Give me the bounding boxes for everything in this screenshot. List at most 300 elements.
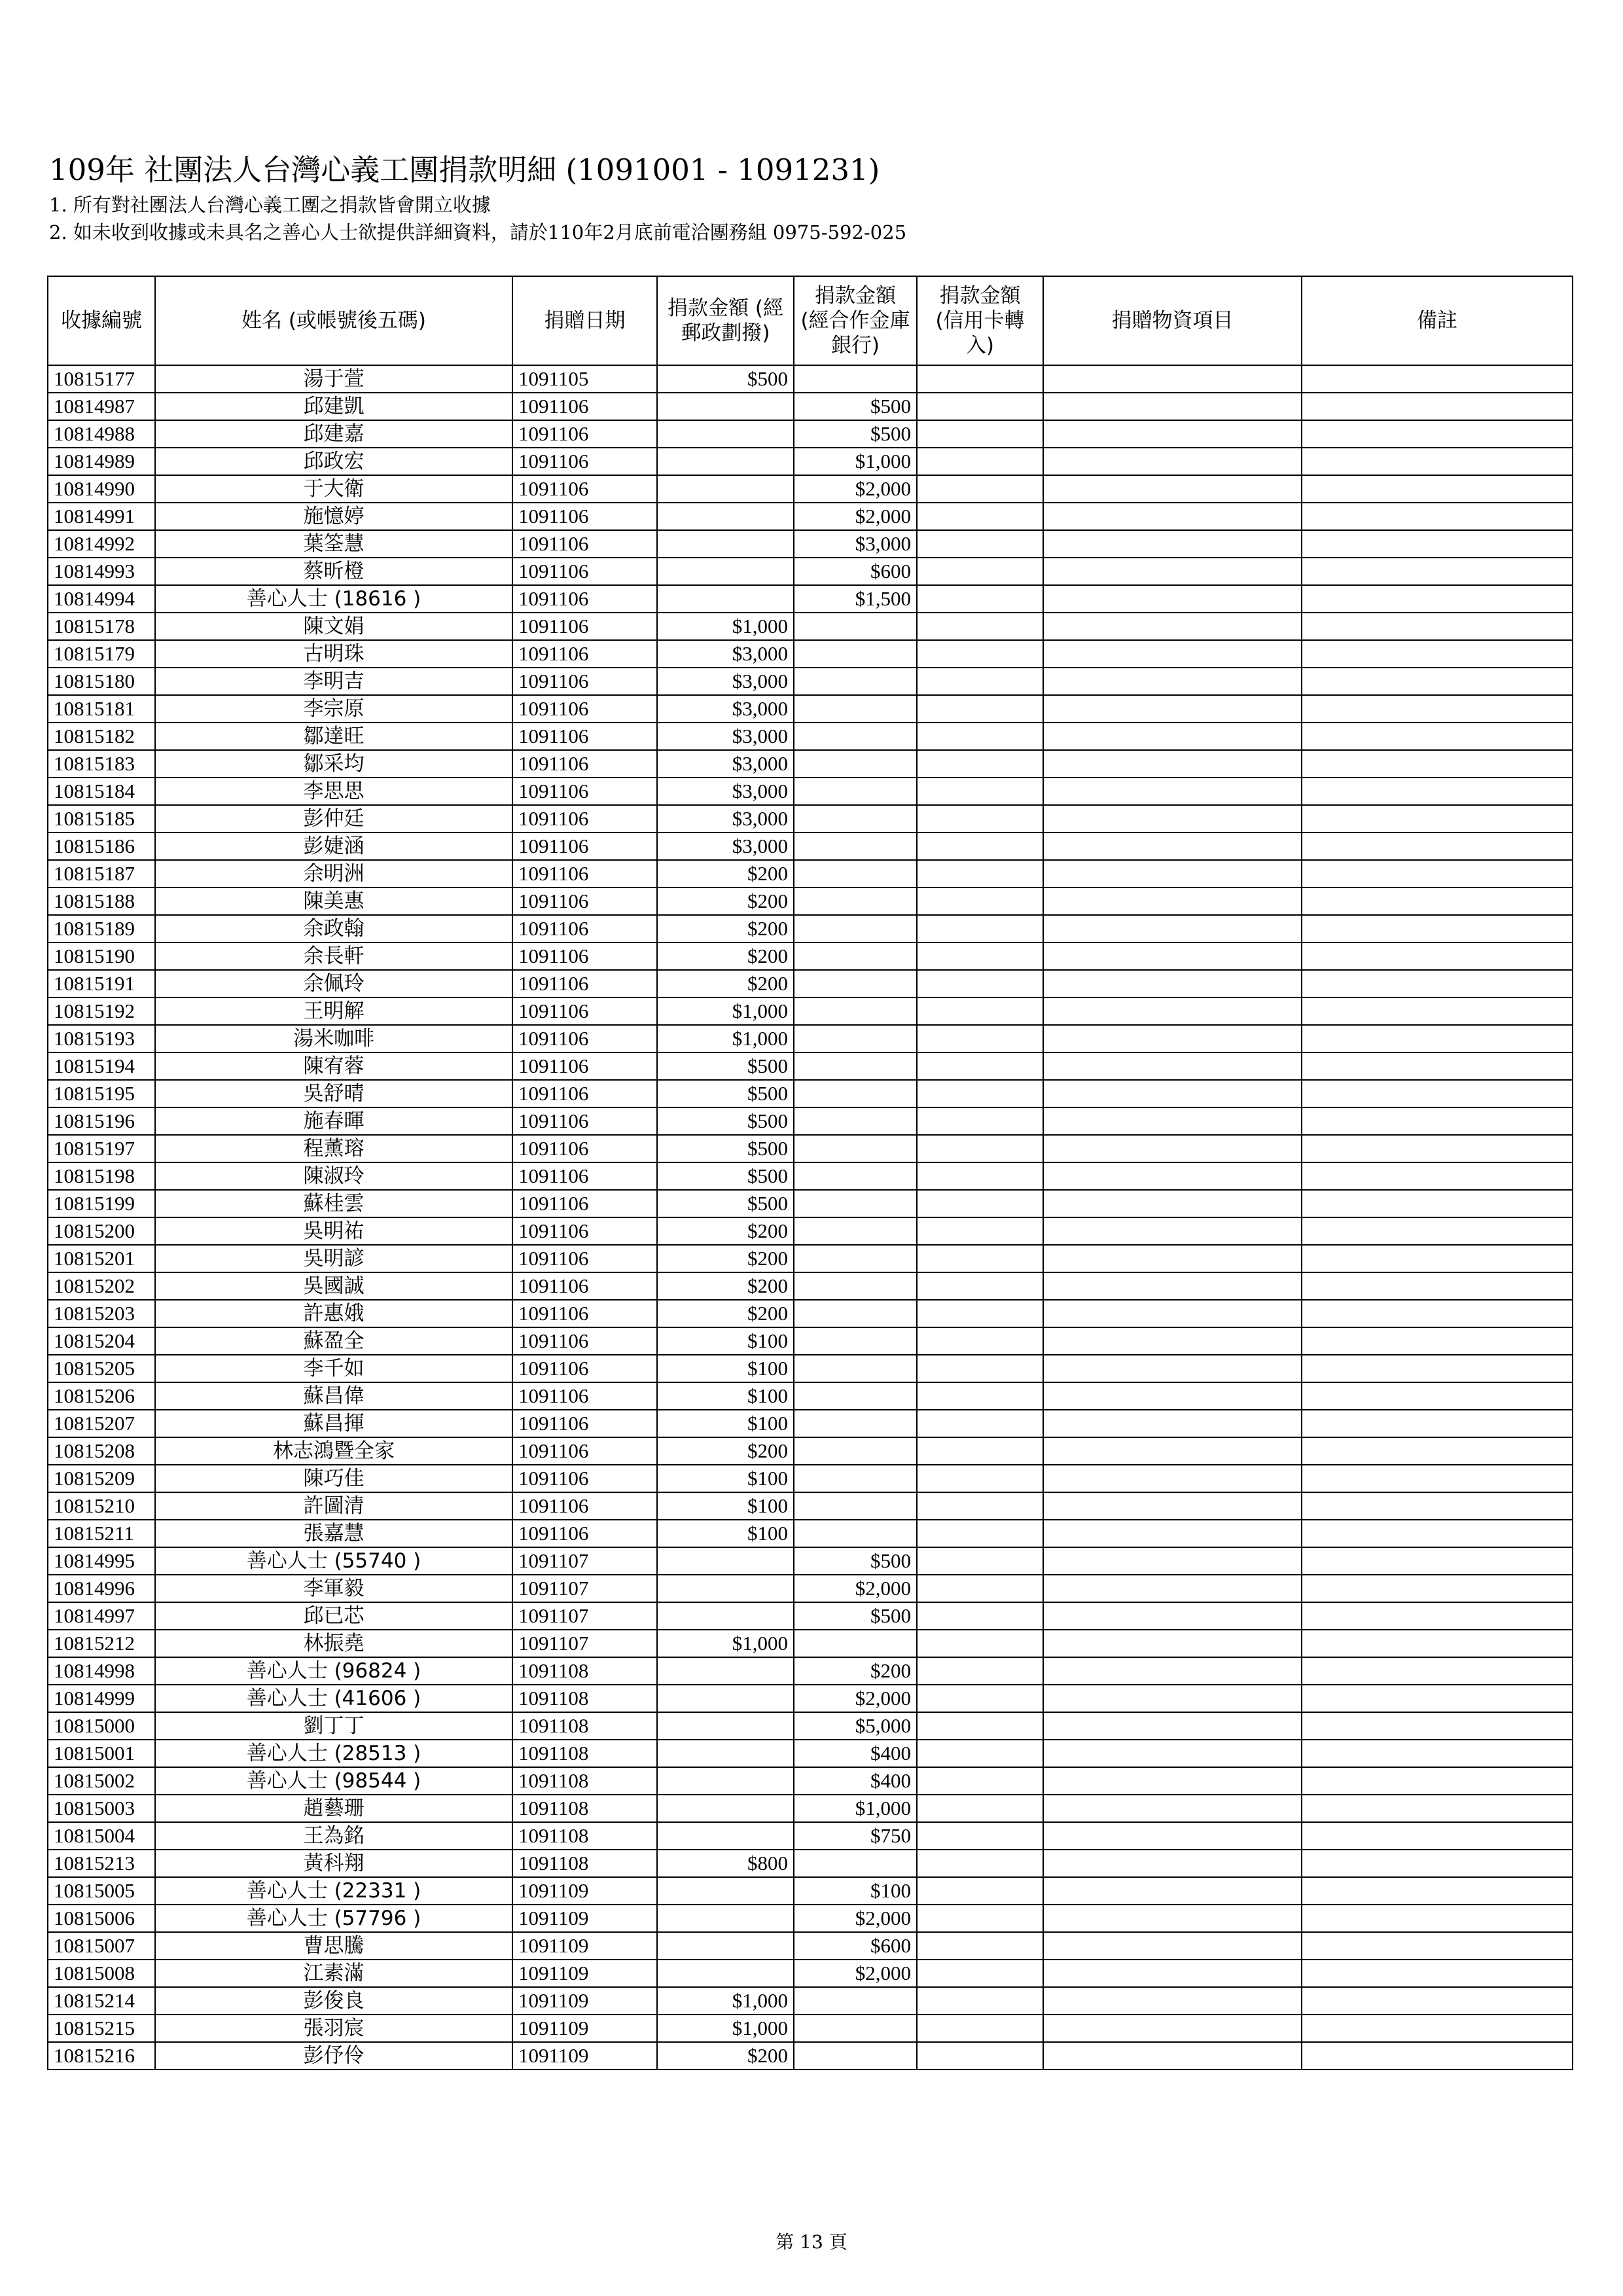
table-row [48,1272,1573,1300]
receipt-no-cell: 10815185 [48,805,155,833]
amount-card-cell [917,888,1043,915]
donation-date-cell: 1091106 [512,750,657,778]
receipt-no-cell: 10815002 [48,1767,155,1795]
amount-postal-cell [657,1547,794,1575]
amount-postal-cell: $500 [657,1135,794,1162]
amount-postal-cell [657,1905,794,1932]
amount-card-cell [917,1355,1043,1382]
amount-bank-cell [794,365,917,393]
goods-cell [1043,723,1302,750]
goods-cell [1043,1795,1302,1822]
receipt-no-cell: 10815003 [48,1795,155,1822]
amount-card-cell [917,1822,1043,1850]
amount-postal-cell: $200 [657,970,794,997]
donation-date-cell: 1091106 [512,558,657,585]
amount-bank-cell [794,2015,917,2042]
table-row [48,750,1573,778]
donor-name-cell: 鄒采均 [155,750,512,778]
amount-bank-cell: $2,000 [794,1575,917,1602]
receipt-no-cell: 10815178 [48,613,155,640]
remarks-cell [1302,1437,1573,1465]
donor-name-cell: 李軍毅 [155,1575,512,1602]
amount-bank-cell [794,1135,917,1162]
receipt-no-cell: 10814994 [48,585,155,613]
receipt-no-cell: 10815198 [48,1162,155,1190]
receipt-no-cell: 10815008 [48,1960,155,1987]
donation-date-cell: 1091108 [512,1712,657,1740]
goods-cell [1043,1135,1302,1162]
donation-date-cell: 1091106 [512,503,657,530]
donor-name-cell: 邱建嘉 [155,420,512,448]
table-row [48,1767,1573,1795]
remarks-cell [1302,1822,1573,1850]
table-row [48,2015,1573,2042]
amount-bank-cell: $2,000 [794,475,917,503]
donation-date-cell: 1091106 [512,1382,657,1410]
donor-name-cell: 施春暉 [155,1107,512,1135]
donor-name-cell: 施憶婷 [155,503,512,530]
amount-postal-cell: $3,000 [657,640,794,668]
table-row [48,1080,1573,1107]
page-title: 109年 社團法人台灣心義工團捐款明細 (1091001 - 1091231) [49,152,880,187]
remarks-cell [1302,915,1573,942]
amount-bank-cell [794,997,917,1025]
table-row [48,1685,1573,1712]
remarks-cell [1302,365,1573,393]
goods-cell [1043,1217,1302,1245]
donation-date-cell: 1091106 [512,778,657,805]
col-header-remarks: 備註 [1302,276,1573,365]
amount-postal-cell: $100 [657,1520,794,1547]
amount-bank-cell: $600 [794,1932,917,1960]
goods-cell [1043,1300,1302,1327]
amount-bank-cell [794,750,917,778]
table-row [48,970,1573,997]
table-row [48,1437,1573,1465]
donation-table [47,276,1573,2070]
goods-cell [1043,1767,1302,1795]
goods-cell [1043,1822,1302,1850]
receipt-note: 1. 所有對社團法人台灣心義工團之捐款皆會開立收據 [49,194,491,216]
table-row [48,778,1573,805]
goods-cell [1043,1547,1302,1575]
amount-postal-cell: $3,000 [657,778,794,805]
donation-date-cell: 1091107 [512,1602,657,1630]
amount-card-cell [917,1492,1043,1520]
amount-bank-cell: $500 [794,1602,917,1630]
remarks-cell [1302,723,1573,750]
donation-date-cell: 1091108 [512,1685,657,1712]
receipt-no-cell: 10815184 [48,778,155,805]
donation-date-cell: 1091106 [512,1245,657,1272]
amount-card-cell [917,613,1043,640]
table-row [48,1575,1573,1602]
amount-card-cell [917,1245,1043,1272]
remarks-cell [1302,1355,1573,1382]
col-header-amount-bank: 捐款金額 (經合作金庫銀行) [794,276,917,365]
receipt-no-cell: 10815207 [48,1410,155,1437]
receipt-no-cell: 10815181 [48,695,155,723]
receipt-no-cell: 10814989 [48,448,155,475]
amount-bank-cell [794,1630,917,1657]
donor-name-cell: 陳宥蓉 [155,1052,512,1080]
table-row [48,1492,1573,1520]
amount-postal-cell: $200 [657,942,794,970]
donor-name-cell: 邱建凱 [155,393,512,420]
table-row [48,613,1573,640]
amount-postal-cell [657,1740,794,1767]
table-row [48,1960,1573,1987]
amount-card-cell [917,503,1043,530]
amount-bank-cell [794,1107,917,1135]
amount-postal-cell: $1,000 [657,613,794,640]
remarks-cell [1302,1190,1573,1217]
amount-card-cell [917,805,1043,833]
remarks-cell [1302,1410,1573,1437]
donor-name-cell: 程薰瑢 [155,1135,512,1162]
goods-cell [1043,1080,1302,1107]
receipt-no-cell: 10815187 [48,860,155,888]
col-header-receipt-no: 收據編號 [48,276,155,365]
donor-name-cell: 李明吉 [155,668,512,695]
amount-bank-cell [794,1217,917,1245]
amount-bank-cell [794,970,917,997]
receipt-no-cell: 10814990 [48,475,155,503]
remarks-cell [1302,942,1573,970]
receipt-no-cell: 10815004 [48,1822,155,1850]
amount-card-cell [917,1327,1043,1355]
amount-card-cell [917,1575,1043,1602]
amount-card-cell [917,1685,1043,1712]
amount-postal-cell: $100 [657,1465,794,1492]
remarks-cell [1302,805,1573,833]
donation-date-cell: 1091108 [512,1850,657,1877]
donor-name-cell: 江素滿 [155,1960,512,1987]
table-row [48,585,1573,613]
remarks-cell [1302,1877,1573,1905]
donor-name-cell: 許惠娥 [155,1300,512,1327]
remarks-cell [1302,1850,1573,1877]
amount-bank-cell [794,1025,917,1052]
donation-date-cell: 1091109 [512,1987,657,2015]
donor-name-cell: 曹思騰 [155,1932,512,1960]
donor-name-cell: 彭伃伶 [155,2042,512,2070]
table-row [48,1382,1573,1410]
remarks-cell [1302,668,1573,695]
amount-postal-cell: $100 [657,1382,794,1410]
remarks-cell [1302,888,1573,915]
remarks-cell [1302,860,1573,888]
receipt-no-cell: 10815214 [48,1987,155,2015]
donation-date-cell: 1091109 [512,1877,657,1905]
goods-cell [1043,750,1302,778]
amount-card-cell [917,1190,1043,1217]
table-body [48,365,1573,2070]
table-row [48,475,1573,503]
amount-postal-cell [657,393,794,420]
table-row [48,1025,1573,1052]
donor-name-cell: 湯米咖啡 [155,1025,512,1052]
amount-card-cell [917,1905,1043,1932]
donation-date-cell: 1091106 [512,1190,657,1217]
donation-date-cell: 1091109 [512,2015,657,2042]
amount-bank-cell [794,723,917,750]
table-row [48,2042,1573,2070]
table-row [48,1245,1573,1272]
donation-date-cell: 1091106 [512,585,657,613]
amount-postal-cell [657,1602,794,1630]
remarks-cell [1302,778,1573,805]
goods-cell [1043,1327,1302,1355]
table-row [48,1712,1573,1740]
remarks-cell [1302,1685,1573,1712]
amount-postal-cell [657,1685,794,1712]
amount-card-cell [917,1080,1043,1107]
amount-postal-cell: $100 [657,1355,794,1382]
receipt-no-cell: 10815007 [48,1932,155,1960]
receipt-no-cell: 10815199 [48,1190,155,1217]
donor-name-cell: 吳舒晴 [155,1080,512,1107]
remarks-cell [1302,1547,1573,1575]
amount-postal-cell [657,1712,794,1740]
remarks-cell [1302,833,1573,860]
amount-postal-cell: $500 [657,365,794,393]
goods-cell [1043,503,1302,530]
amount-card-cell [917,420,1043,448]
amount-bank-cell: $2,000 [794,1685,917,1712]
amount-postal-cell [657,1575,794,1602]
donor-name-cell: 善心人士 (55740 ) [155,1547,512,1575]
donor-name-cell: 黃科翔 [155,1850,512,1877]
donation-date-cell: 1091106 [512,1107,657,1135]
donor-name-cell: 陳巧佳 [155,1465,512,1492]
amount-card-cell [917,448,1043,475]
donor-name-cell: 蘇昌揮 [155,1410,512,1437]
amount-bank-cell [794,1080,917,1107]
amount-card-cell [917,365,1043,393]
goods-cell [1043,475,1302,503]
amount-postal-cell: $200 [657,1245,794,1272]
amount-postal-cell [657,1822,794,1850]
table-row [48,530,1573,558]
goods-cell [1043,805,1302,833]
amount-card-cell [917,1437,1043,1465]
donor-name-cell: 余政翰 [155,915,512,942]
amount-bank-cell [794,1520,917,1547]
table-row [48,888,1573,915]
goods-cell [1043,997,1302,1025]
receipt-no-cell: 10815202 [48,1272,155,1300]
amount-card-cell [917,750,1043,778]
amount-bank-cell: $1,500 [794,585,917,613]
amount-bank-cell [794,833,917,860]
donation-date-cell: 1091108 [512,1822,657,1850]
amount-postal-cell: $500 [657,1107,794,1135]
donation-date-cell: 1091106 [512,833,657,860]
remarks-cell [1302,640,1573,668]
amount-card-cell [917,915,1043,942]
goods-cell [1043,1657,1302,1685]
amount-card-cell [917,1932,1043,1960]
amount-postal-cell [657,503,794,530]
goods-cell [1043,393,1302,420]
amount-card-cell [917,1547,1043,1575]
donor-name-cell: 李宗原 [155,695,512,723]
amount-card-cell [917,1767,1043,1795]
table-row [48,695,1573,723]
donor-name-cell: 余佩玲 [155,970,512,997]
donation-date-cell: 1091106 [512,942,657,970]
donation-date-cell: 1091105 [512,365,657,393]
amount-postal-cell: $200 [657,915,794,942]
amount-postal-cell: $100 [657,1327,794,1355]
receipt-no-cell: 10815193 [48,1025,155,1052]
amount-card-cell [917,1382,1043,1410]
donor-name-cell: 陳淑玲 [155,1162,512,1190]
donor-name-cell: 劉丁丁 [155,1712,512,1740]
amount-bank-cell [794,1052,917,1080]
table-row [48,420,1573,448]
remarks-cell [1302,1767,1573,1795]
amount-postal-cell: $1,000 [657,997,794,1025]
goods-cell [1043,778,1302,805]
amount-card-cell [917,2042,1043,2070]
amount-postal-cell: $1,000 [657,1630,794,1657]
amount-bank-cell [794,1300,917,1327]
donation-date-cell: 1091106 [512,915,657,942]
remarks-cell [1302,1052,1573,1080]
donor-name-cell: 陳文娟 [155,613,512,640]
table-row [48,860,1573,888]
amount-postal-cell: $200 [657,1217,794,1245]
amount-postal-cell: $500 [657,1080,794,1107]
receipt-no-cell: 10815189 [48,915,155,942]
receipt-no-cell: 10815215 [48,2015,155,2042]
table-row [48,1327,1573,1355]
remarks-cell [1302,2042,1573,2070]
amount-card-cell [917,668,1043,695]
donation-date-cell: 1091106 [512,1465,657,1492]
donor-name-cell: 彭俊良 [155,1987,512,2015]
amount-card-cell [917,2015,1043,2042]
amount-card-cell [917,778,1043,805]
receipt-no-cell: 10814999 [48,1685,155,1712]
donor-name-cell: 善心人士 (41606 ) [155,1685,512,1712]
table-row [48,833,1573,860]
amount-postal-cell: $3,000 [657,668,794,695]
goods-cell [1043,1602,1302,1630]
amount-bank-cell: $500 [794,420,917,448]
amount-bank-cell [794,1987,917,2015]
receipt-no-cell: 10815208 [48,1437,155,1465]
receipt-no-cell: 10815203 [48,1300,155,1327]
amount-bank-cell: $400 [794,1767,917,1795]
amount-card-cell [917,640,1043,668]
donation-date-cell: 1091106 [512,1410,657,1437]
receipt-no-cell: 10815211 [48,1520,155,1547]
remarks-cell [1302,1602,1573,1630]
remarks-cell [1302,1107,1573,1135]
receipt-no-cell: 10815180 [48,668,155,695]
amount-postal-cell [657,1932,794,1960]
amount-postal-cell: $200 [657,888,794,915]
amount-bank-cell: $200 [794,1657,917,1685]
table-row [48,1602,1573,1630]
amount-card-cell [917,1272,1043,1300]
remarks-cell [1302,1657,1573,1685]
donation-date-cell: 1091109 [512,1905,657,1932]
donation-date-cell: 1091106 [512,613,657,640]
goods-cell [1043,1987,1302,2015]
table-row [48,1190,1573,1217]
goods-cell [1043,1190,1302,1217]
remarks-cell [1302,1217,1573,1245]
receipt-no-cell: 10815213 [48,1850,155,1877]
receipt-no-cell: 10814996 [48,1575,155,1602]
amount-postal-cell: $500 [657,1162,794,1190]
amount-bank-cell [794,1327,917,1355]
amount-postal-cell [657,1960,794,1987]
donation-date-cell: 1091106 [512,723,657,750]
receipt-no-cell: 10815001 [48,1740,155,1767]
donation-date-cell: 1091106 [512,393,657,420]
amount-card-cell [917,1657,1043,1685]
goods-cell [1043,833,1302,860]
donor-name-cell: 彭仲廷 [155,805,512,833]
goods-cell [1043,970,1302,997]
remarks-cell [1302,393,1573,420]
amount-bank-cell [794,1162,917,1190]
donor-name-cell: 彭婕涵 [155,833,512,860]
amount-postal-cell: $200 [657,860,794,888]
goods-cell [1043,640,1302,668]
amount-card-cell [917,833,1043,860]
goods-cell [1043,448,1302,475]
receipt-no-cell: 10814995 [48,1547,155,1575]
donor-name-cell: 余明洲 [155,860,512,888]
remarks-cell [1302,448,1573,475]
receipt-no-cell: 10815197 [48,1135,155,1162]
amount-bank-cell: $500 [794,1547,917,1575]
amount-postal-cell [657,1877,794,1905]
goods-cell [1043,1025,1302,1052]
amount-card-cell [917,1712,1043,1740]
donation-date-cell: 1091109 [512,1960,657,1987]
amount-bank-cell: $100 [794,1877,917,1905]
goods-cell [1043,1355,1302,1382]
donation-date-cell: 1091106 [512,1327,657,1355]
goods-cell [1043,1382,1302,1410]
goods-cell [1043,1492,1302,1520]
amount-bank-cell: $1,000 [794,448,917,475]
col-header-amount-card: 捐款金額 (信用卡轉入) [917,276,1043,365]
table-row [48,1905,1573,1932]
donor-name-cell: 林振堯 [155,1630,512,1657]
remarks-cell [1302,1630,1573,1657]
receipt-no-cell: 10815194 [48,1052,155,1080]
table-row [48,1355,1573,1382]
donation-date-cell: 1091106 [512,1437,657,1465]
goods-cell [1043,1437,1302,1465]
receipt-no-cell: 10814991 [48,503,155,530]
amount-bank-cell: $5,000 [794,1712,917,1740]
goods-cell [1043,2015,1302,2042]
remarks-cell [1302,2015,1573,2042]
amount-postal-cell: $1,000 [657,1987,794,2015]
table-row [48,1657,1573,1685]
remarks-cell [1302,1327,1573,1355]
donor-name-cell: 蔡昕橙 [155,558,512,585]
